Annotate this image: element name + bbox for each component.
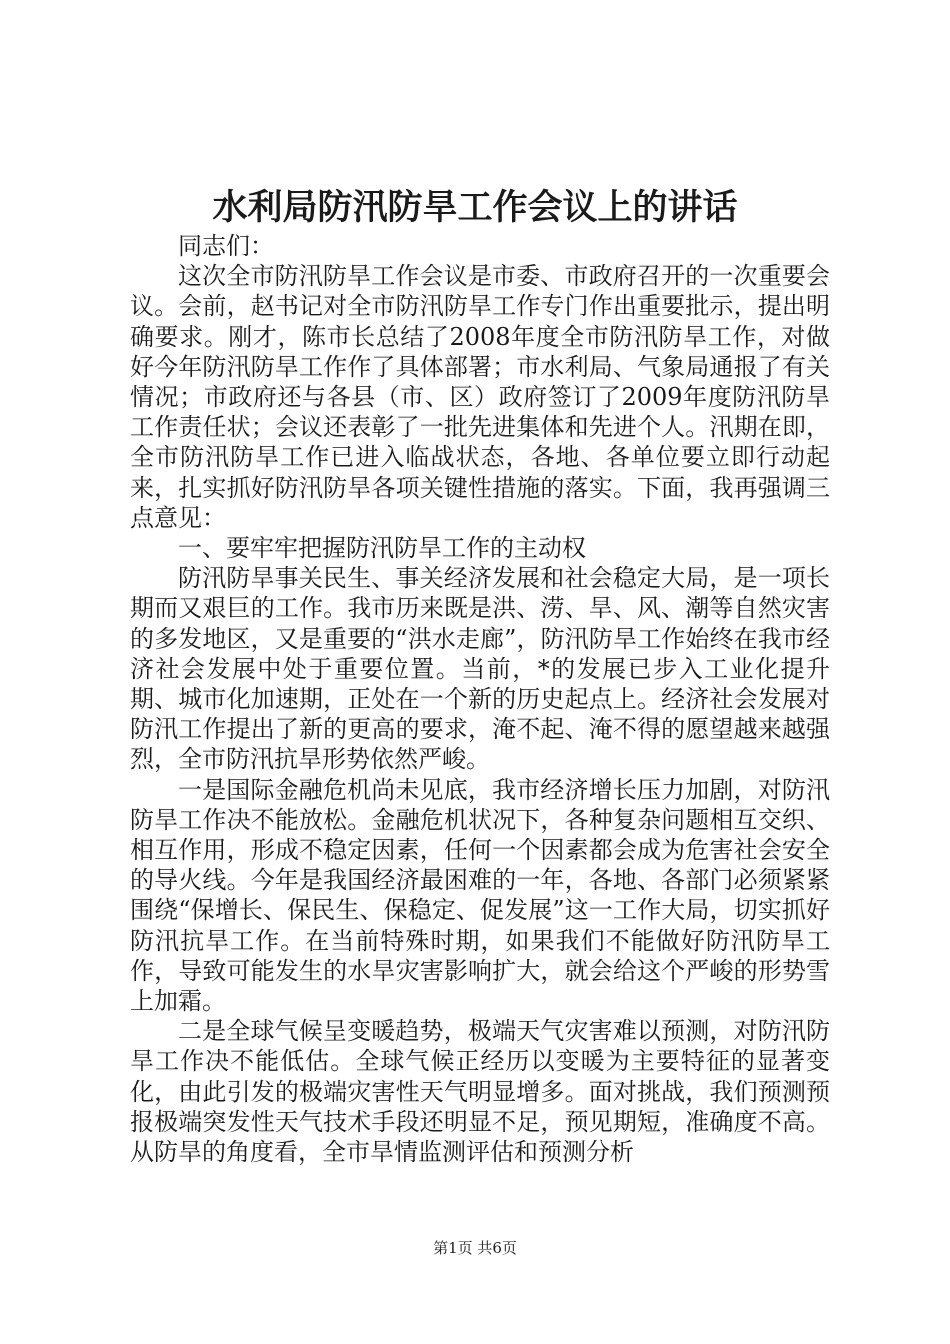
salutation: 同志们： (178, 232, 274, 260)
body-paragraph: 二是全球气候呈变暖趋势，极端天气灾害难以预测，对防汛防旱工作决不能低估。全球气候正经历以变暖为主要特征的显著变化，由此引发的极端灾害性天气明显增多。面对挑战，我们预测预报极端突发性天气技术手段还明显不足，预见期短，准确度不高。从防旱的角度看，全市旱情监测评估和预测分析 (130, 1017, 830, 1167)
body-paragraph: 防汛防旱事关民生、事关经济发展和社会稳定大局，是一项长期而又艰巨的工作。我市历来既是洪、涝、旱、风、潮等自然灾害的多发地区，又是重要的“洪水走廊”，防汛防旱工作始终在我市经济社会发展中处于重要位置。当前，*的发展已步入工业化提升期、城市化加速期，正处在一个新的历史起点上。经济社会发展对防汛工作提出了新的更高的要求，淹不起、淹不得的愿望越来越强烈，全市防汛抗旱形势依然严峻。 (130, 564, 830, 774)
document-body (130, 231, 830, 1167)
body-paragraph: 一是国际金融危机尚未见底，我市经济增长压力加剧，对防汛防旱工作决不能放松。金融危机状况下，各种复杂问题相互交织、相互作用，形成不稳定因素，任何一个因素都会成为危害社会安全的导火线。今年是我国经济最困难的一年，各地、各部门必须紧紧围绕“保增长、保民生、保稳定、促发展”这一工作大局，切实抓好防汛抗旱工作。在当前特殊时期，如果我们不能做好防汛防旱工作，导致可能发生的水旱灾害影响扩大，就会给这个严峻的形势雪上加霜。 (130, 775, 830, 1016)
page-footer: 第1页 共6页 (433, 1239, 517, 1257)
document-title: 水利局防汛防旱工作会议上的讲话 (212, 188, 738, 228)
section-heading: 一、要牢牢把握防汛防旱工作的主动权 (178, 534, 586, 563)
body-paragraph: 这次全市防汛防旱工作会议是市委、市政府召开的一次重要会议。会前，赵书记对全市防汛防旱工作专门作出重要批示，提出明确要求。刚才，陈市长总结了2008年度全市防汛防旱工作，对做好今年防汛防旱工作作了具体部署；市水利局、气象局通报了有关情况；市政府还与各县（市、区）政府签订了2009年度防汛防旱工作责任状；会议还表彰了一批先进集体和先进个人。汛期在即，全市防汛防旱工作已进入临战状态，各地、各单位要立即行动起来，扎实抓好防汛防旱各项关键性措施的落实。下面，我再强调三点意见： (130, 262, 830, 532)
